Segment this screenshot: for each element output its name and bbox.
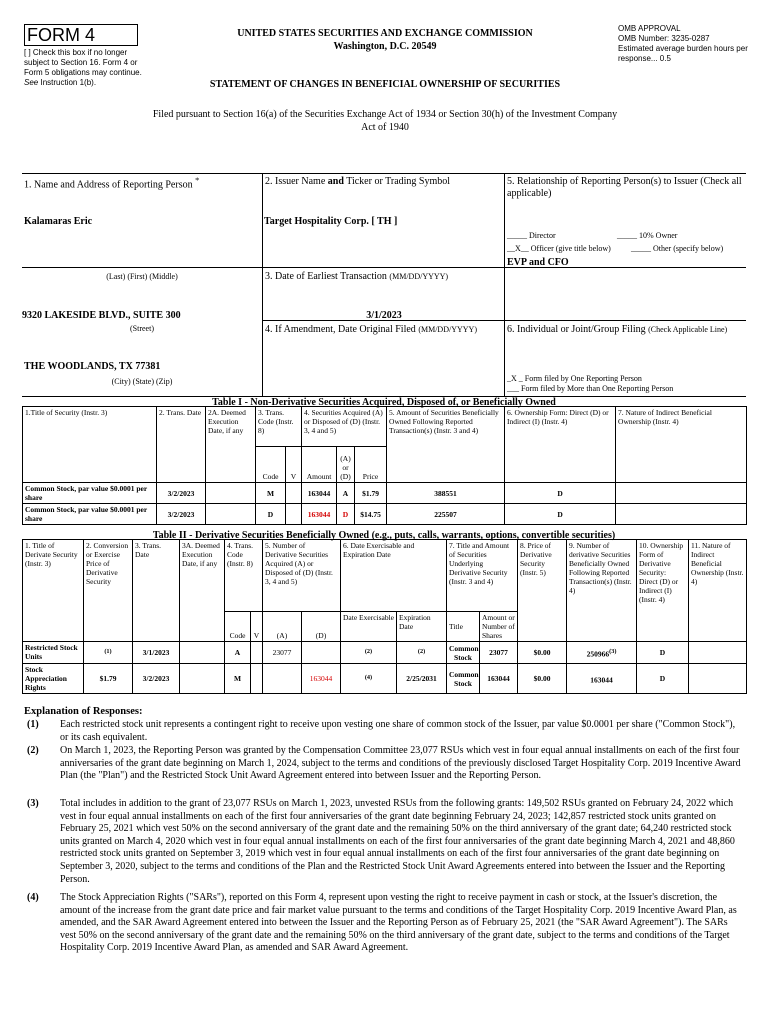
t2-r1-nature	[689, 664, 747, 694]
t2-r0-d-price: $0.00	[518, 642, 567, 664]
t1-r0-aord: A	[337, 483, 355, 504]
t2-r1-u-amount: 163044	[480, 664, 518, 694]
earliest-date: 3/1/2023	[366, 310, 402, 321]
t2-h8: 8. Price of Derivative Security (Instr. 5)	[518, 540, 567, 642]
box6-label	[507, 324, 745, 336]
box4-sub: (MM/DD/YYYY)	[418, 325, 477, 334]
t2-h9: 9. Number of derivative Securities Beneficially Owned Following Reported Transaction(s) (Instr. 4)	[567, 540, 637, 642]
footnote-1-text: Each restricted stock unit represents a contingent right to receive upon vesting one share of common stock of the Issuer, par value $0.0001 per share ("Common Stock"), or its cash equivalent.	[60, 719, 736, 743]
t1-h3: 3. Trans. Code (Instr. 8)	[256, 407, 302, 447]
t2-sub-expiration: Expiration Date	[397, 612, 447, 642]
reporting-divider-left	[262, 173, 263, 397]
t2-r0-owned-note: (3)	[609, 647, 617, 655]
commission-location: Washington, D.C. 20549	[333, 41, 437, 52]
t1-h4: 4. Securities Acquired (A) or Disposed of (D) (Instr. 3, 4 and 5)	[302, 407, 387, 447]
reporting-row-line	[22, 267, 504, 268]
t1-sub-price: Price	[355, 447, 387, 483]
t1-r0-owned: 388551	[387, 483, 505, 504]
reporting-name: Kalamaras Eric	[24, 216, 93, 227]
t2-sub-amount: Amount or Number of Shares	[480, 612, 518, 642]
box6-label-text: 6. Individual or Joint/Group Filing	[507, 324, 646, 335]
t2-r0-owned-value: 250966	[586, 649, 610, 659]
commission-name: UNITED STATES SECURITIES AND EXCHANGE COMMISSION	[237, 28, 533, 39]
t1-r0-v	[286, 483, 302, 504]
footnote-4-text: The Stock Appreciation Rights ("SARs"), reported on this Form 4, represent upon vesting the right to receive payment in cash or stock, at the Issuer's discretion, the amount of the increase from the grant date price and fair market value pursuant to the terms and conditions of the Target Hospitality Corp. 2019 Incentive Award Plan, as amended, and the SAR Award Agreement entered into between the Issuer and the Reporting Person as of February 25, 2021 (the "SAR Award Agreement"). The SARs vest 50% on the second anniversary of the grant date and the remaining 50% on the third anniversary of the grant date, subject to the terms and conditions of the Target Hospitality Corp. 2019 Incentive Award Plan, as amended and SAR Award Agreement.	[60, 892, 737, 954]
t1-h5: 5. Amount of Securities Beneficially Owned Following Reported Transaction(s) (Instr. 3 and 4)	[387, 407, 505, 483]
box3-sub: (MM/DD/YYYY)	[389, 272, 449, 281]
t1-r1-amount: 163044	[302, 504, 337, 525]
t1-r0-code: M	[256, 483, 286, 504]
t2-h2: 2. Conversion or Exercise Price of Derivative Security	[84, 540, 133, 642]
t2-r1-d-price: $0.00	[518, 664, 567, 694]
t1-r1-owned: 225507	[387, 504, 505, 525]
t2-r1-price: $1.79	[84, 664, 133, 694]
t1-sub-code: Code	[256, 447, 286, 483]
t1-h2a: 2A. Deemed Execution Date, if any	[206, 407, 256, 483]
footnote-3-num: (3)	[27, 798, 39, 809]
footnote-1	[27, 719, 742, 744]
reporting-divider-right	[504, 173, 505, 397]
t2-h10: 10. Ownership Form of Derivative Security: Direct (D) or Indirect (I) (Instr. 4)	[637, 540, 689, 642]
director-option: _____ Director	[507, 231, 556, 240]
t1-r1-v	[286, 504, 302, 525]
table1-title: Table I - Non-Derivative Securities Acquired, Disposed of, or Beneficially Owned	[212, 397, 556, 408]
explanation-heading: Explanation of Responses:	[24, 706, 143, 717]
t2-sub-v: V	[251, 612, 263, 642]
t2-r0-u-title: Common Stock	[447, 642, 480, 664]
t1-r1-price: $14.75	[355, 504, 387, 525]
t2-r0-exercisable-note: (2)	[364, 647, 373, 655]
t2-r0-a: 23077	[263, 642, 302, 664]
footnote-4-num: (4)	[27, 892, 39, 903]
t2-r1-title: Stock Appreciation Rights	[23, 664, 84, 694]
box2-label-a: 2. Issuer Name	[265, 176, 328, 187]
officer-option: __X__ Officer (give title below)	[507, 244, 611, 253]
table-row	[23, 642, 747, 664]
omb-number: OMB Number: 3235-0287	[618, 34, 710, 43]
t2-r0-u-amount: 23077	[480, 642, 518, 664]
one-person-option: _X _ Form filed by One Reporting Person	[507, 374, 642, 383]
t1-h7: 7. Nature of Indirect Beneficial Ownership (Instr. 4)	[616, 407, 747, 483]
box1-label	[24, 176, 199, 190]
t1-h2: 2. Trans. Date	[157, 407, 206, 483]
footnote-3-text: Total includes in addition to the grant of 23,077 RSUs on March 1, 2023, unvested RSUs from the following grants: 149,502 RSUs granted on February 24, 2022 which vest in four equal annual installments on each of the first four anniversaries of the grant date beginning February 24, 2023; 142,857 restricted stock units granted on February 25, 2021 which vest 50% on the second anniversary of the grant date and the remaining 50% on the third anniversary of the grant date; 64,240 restricted stock units granted on March 4, 2020 which vest in four equal annual installments on each of the first four anniversaries of the grant date beginning March 4, 2021 and 48,860 restricted stock units granted on September 3, 2019 which vest in four equal annual installments on each of the first four anniversaries of the grant date beginning on September 3, 2020, subject to the terms and conditions of the Plan and the Restricted Stock Unit Award Agreements entered into between the Issuer and the Reporting Person.	[60, 798, 735, 885]
t1-r0-form: D	[505, 483, 616, 504]
box2-label	[265, 176, 450, 187]
t2-r1-a	[263, 664, 302, 694]
t1-r0-nature	[616, 483, 747, 504]
box2-label-and: and	[327, 176, 344, 187]
t2-r0-d	[302, 642, 341, 664]
box5-label: 5. Relationship of Reporting Person(s) to Issuer (Check all applicable)	[507, 176, 742, 199]
t2-sub-exercisable: Date Exercisable	[341, 612, 397, 642]
box3-label	[265, 271, 448, 282]
t2-r0-code: A	[225, 642, 251, 664]
t2-r1-owned-value: 163044	[590, 675, 613, 685]
t1-h6: 6. Ownership Form: Direct (D) or Indirect (I) (Instr. 4)	[505, 407, 616, 483]
t2-r0-expiration	[397, 642, 447, 664]
check-box-notice	[24, 48, 154, 88]
footnote-2-text: On March 1, 2023, the Reporting Person was granted by the Compensation Committee 23,077 RSUs which vest in four equal annual installments on each of the first four anniversaries of the grant date beginning on March 1, 2024, subject to the terms and conditions of the previously disclosed Target Hospitality Corp. 2019 Incentive Award Plan (the "Plan") and the Restricted Stock Unit Award Agreement entered into between Issuer and the Reporting Person.	[60, 745, 741, 782]
more-person-option: ___ Form filed by More than One Reporting Person	[507, 384, 674, 393]
t2-r1-date: 3/2/2023	[133, 664, 180, 694]
omb-approval: OMB APPROVAL	[618, 24, 681, 33]
reporting-street: 9320 LAKESIDE BLVD., SUITE 300	[22, 310, 181, 321]
t2-r0-exercisable	[341, 642, 397, 664]
table2-title: Table II - Derivative Securities Beneficially Owned (e.g., puts, calls, warrants, options, convertible securities)	[152, 530, 616, 541]
t2-r1-u-title: Common Stock	[447, 664, 480, 694]
footnote-2	[27, 745, 742, 783]
t2-h4: 4. Trans. Code (Instr. 8)	[225, 540, 263, 612]
t1-r1-date: 3/2/2023	[157, 504, 206, 525]
t2-r0-nature	[689, 642, 747, 664]
t2-h6: 6. Date Exercisable and Expiration Date	[341, 540, 447, 612]
table-row	[23, 664, 747, 694]
t1-r1-code: D	[256, 504, 286, 525]
t1-sub-amount: Amount	[302, 447, 337, 483]
t1-r0-amount: 163044	[302, 483, 337, 504]
box1-mark: *	[195, 176, 200, 185]
omb-burden: Estimated average burden hours per response... 0.5	[618, 44, 748, 63]
t2-r0-date: 3/1/2023	[133, 642, 180, 664]
t2-r0-v	[251, 642, 263, 664]
t2-r1-v	[251, 664, 263, 694]
table-row	[23, 483, 747, 504]
t1-r0-title: Common Stock, par value $0.0001 per share	[23, 483, 157, 504]
t1-sub-aord: (A) or (D)	[337, 447, 355, 483]
t2-r1-code: M	[225, 664, 251, 694]
t2-r0-expiration-note: (2)	[417, 647, 426, 655]
t2-sub-title: Title	[447, 612, 480, 642]
t2-r1-exercisable-note: (4)	[364, 673, 373, 681]
footnote-3	[27, 798, 742, 886]
t2-r1-owned	[567, 664, 637, 694]
box4-label	[265, 324, 477, 335]
issuer-name: Target Hospitality Corp. [ TH ]	[264, 216, 398, 227]
t2-r1-d: 163044	[302, 664, 341, 694]
t1-r1-nature	[616, 504, 747, 525]
t2-sub-d: (D)	[302, 612, 341, 642]
box2-label-b: Ticker or Trading Symbol	[343, 176, 451, 187]
t1-r1-deemed	[206, 504, 256, 525]
t2-r1-form: D	[637, 664, 689, 694]
t2-h3: 3. Trans. Date	[133, 540, 180, 642]
city-sub: (City) (State) (Zip)	[111, 377, 173, 386]
ten-pct-option: _____ 10% Owner	[617, 231, 678, 240]
t1-r1-form: D	[505, 504, 616, 525]
t2-h1: 1. Title of Derivate Security (Instr. 3)	[23, 540, 84, 642]
box1-label-text: 1. Name and Address of Reporting Person	[24, 179, 193, 191]
box6-sub: (Check Applicable Line)	[648, 325, 728, 334]
filed-pursuant: Filed pursuant to Section 16(a) of the Securities Exchange Act of 1934 or Section 30(h) of the Investment Company Act of 1940	[152, 109, 618, 133]
t2-h3a: 3A. Deemed Execution Date, if any	[180, 540, 225, 642]
footnote-2-num: (2)	[27, 745, 39, 756]
t1-r0-date: 3/2/2023	[157, 483, 206, 504]
t1-r1-title: Common Stock, par value $0.0001 per share	[23, 504, 157, 525]
name-sub: (Last) (First) (Middle)	[106, 272, 178, 281]
t2-r0-owned	[567, 642, 637, 664]
footnote-4	[27, 892, 742, 955]
t1-h1: 1.Title of Security (Instr. 3)	[23, 407, 157, 483]
officer-title: EVP and CFO	[507, 257, 569, 268]
other-option: _____ Other (specify below)	[631, 244, 724, 253]
footnote-1-num: (1)	[27, 719, 39, 730]
table2	[22, 539, 747, 694]
box4-label-text: 4. If Amendment, Date Original Filed	[265, 324, 416, 335]
box3-label-text: 3. Date of Earliest Transaction	[265, 271, 387, 282]
instruction-text: Instruction 1(b).	[40, 78, 97, 87]
t1-r1-aord: D	[337, 504, 355, 525]
check-box-text: [ ] Check this box if no longer subject to Section 16. Form 4 or Form 5 obligations may continue.	[24, 48, 142, 77]
t2-h7: 7. Title and Amount of Securities Underlying Derivative Security (Instr. 3 and 4)	[447, 540, 518, 612]
t2-r0-price	[84, 642, 133, 664]
reporting-city: THE WOODLANDS, TX 77381	[24, 361, 161, 372]
t1-r0-price: $1.79	[355, 483, 387, 504]
statement-title: STATEMENT OF CHANGES IN BENEFICIAL OWNERSHIP OF SECURITIES	[209, 79, 561, 90]
t2-r0-form: D	[637, 642, 689, 664]
t2-h5: 5. Number of Derivative Securities Acquired (A) or Disposed of (D) (Instr. 3, 4 and 5)	[263, 540, 341, 612]
t2-sub-a: (A)	[263, 612, 302, 642]
t2-r0-deemed	[180, 642, 225, 664]
form-title: FORM 4	[24, 24, 138, 46]
t2-r0-title: Restricted Stock Units	[23, 642, 84, 664]
table-row	[23, 504, 747, 525]
see-text: See	[24, 78, 39, 87]
t1-r0-deemed	[206, 483, 256, 504]
table1	[22, 406, 747, 525]
t2-sub-code: Code	[225, 612, 251, 642]
omb-box	[618, 24, 748, 64]
street-sub: (Street)	[130, 324, 154, 333]
t2-r1-deemed	[180, 664, 225, 694]
t1-sub-v: V	[286, 447, 302, 483]
t2-r1-expiration: 2/25/2031	[397, 664, 447, 694]
t2-h11: 11. Nature of Indirect Beneficial Ownership (Instr. 4)	[689, 540, 747, 642]
t2-r1-exercisable	[341, 664, 397, 694]
t2-r0-price-note: (1)	[104, 647, 112, 655]
